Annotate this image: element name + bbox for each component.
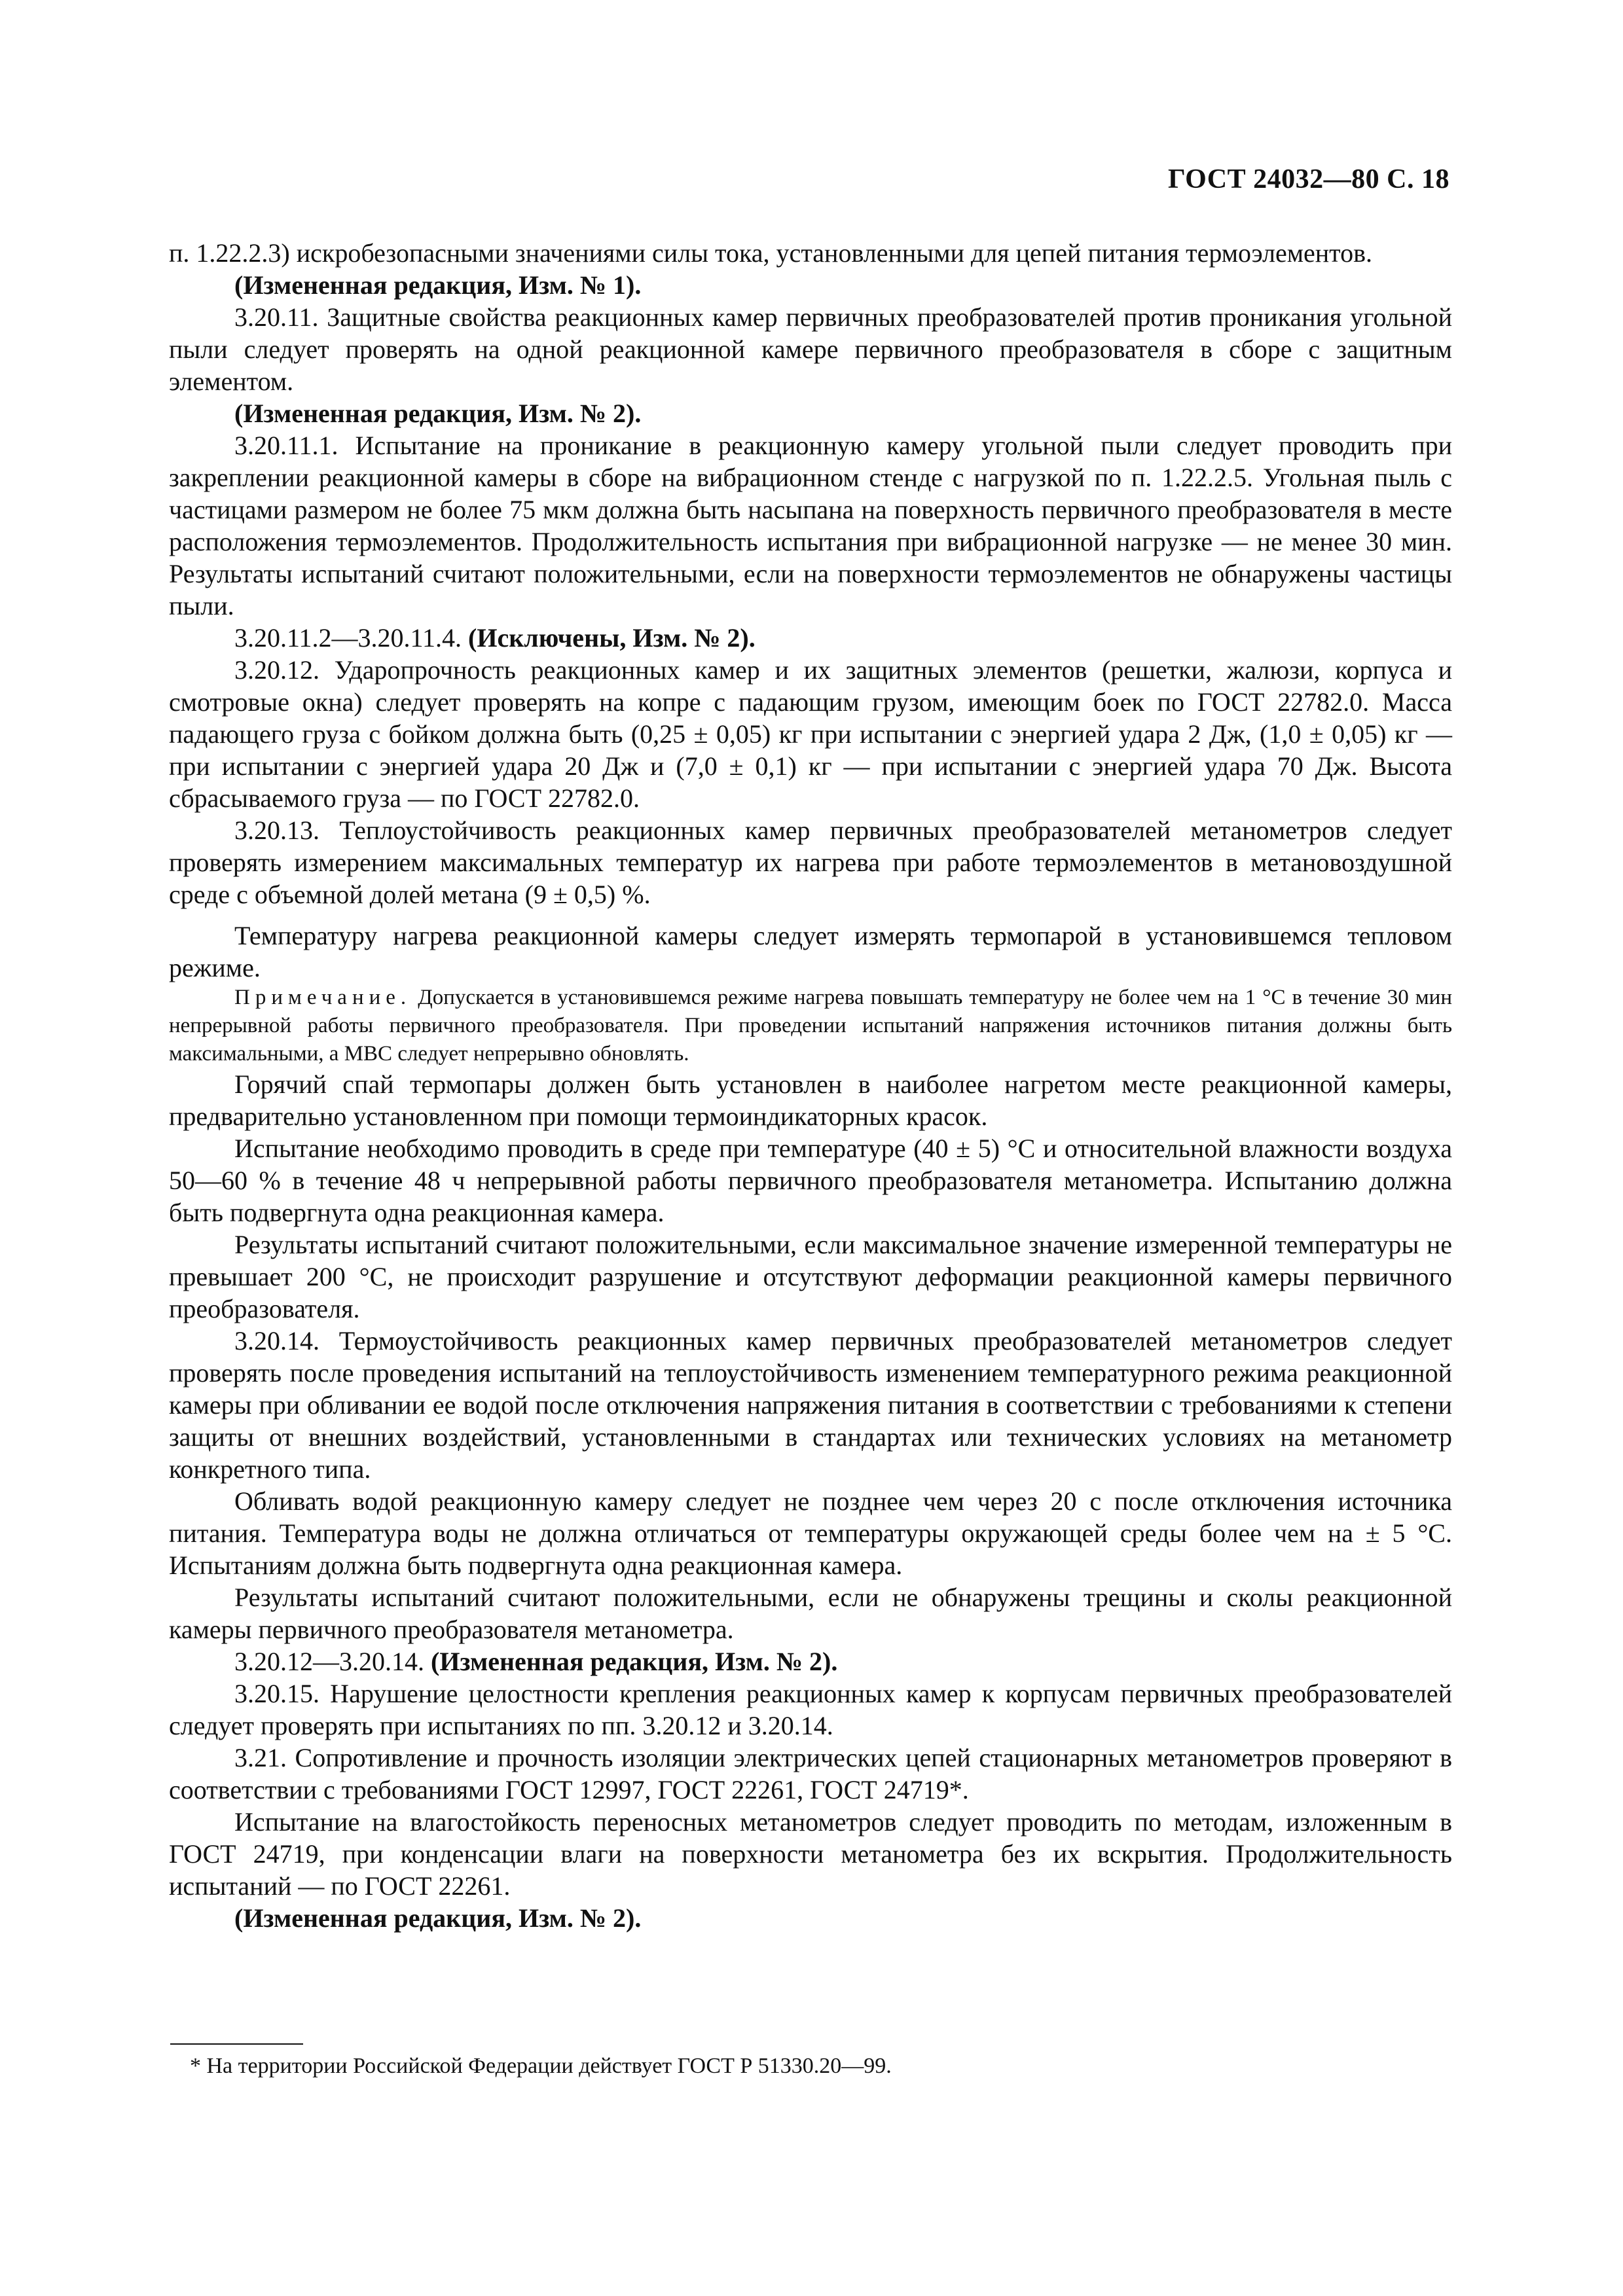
amendment-note: (Измененная редакция, Изм. № 2).: [234, 1903, 642, 1933]
paragraph: 3.20.12. Ударопрочность реакционных камер и их защитных элементов (решетки, жалюзи, корпуса и смотровые окна) следует проверять на копре с падающим грузом, имеющим боек по ГОСТ 22782.0. Масса падающего груза с бойком должна быть (0,25 ± 0,05) кг при испытании с энергией удара 2 Дж, (1,0 ± 0,05) кг — при испытании с энергией удара 20 Дж и (7,0 ± 0,1) кг — при испытании с энергией удара 70 Дж. Высота сбрасываемого груза — по ГОСТ 22782.0.: [169, 655, 1452, 813]
paragraph: 3.20.13. Теплоустойчивость реакционных камер первичных преобразователей метанометров следует проверять измерением максимальных температур их нагрева при работе термоэлементов в метановоздушной среде с объемной долей метана (9 ± 0,5) %.: [169, 816, 1452, 909]
paragraph: Горячий спай термопары должен быть установлен в наиболее нагретом месте реакционной камеры, предварительно установленном при помощи термоиндикаторных красок.: [169, 1069, 1452, 1131]
paragraph: п. 1.22.2.3) искробезопасными значениями силы тока, установленными для цепей питания термоэлементов.: [169, 238, 1373, 268]
paragraph: 3.20.15. Нарушение целостности крепления реакционных камер к корпусам первичных преобразователей следует проверять при испытаниях по пп. 3.20.12 и 3.20.14.: [169, 1679, 1452, 1740]
paragraph: Испытание необходимо проводить в среде при температуре (40 ± 5) °С и относительной влажности воздуха 50—60 % в течение 48 ч непрерывной работы первичного преобразователя метанометра. Испытанию должна быть подвергнута одна реакционная камера.: [169, 1134, 1452, 1227]
paragraph: Результаты испытаний считают положительными, если не обнаружены трещины и сколы реакционной камеры первичного преобразователя метанометра.: [169, 1583, 1452, 1644]
paragraph-amendment: 3.20.12—3.20.14. (Измененная редакция, Изм. № 2).: [234, 1647, 838, 1676]
page-header: ГОСТ 24032—80 С. 18: [1167, 164, 1450, 194]
footnote-divider: [170, 2043, 303, 2045]
paragraph: Результаты испытаний считают положительными, если максимальное значение измеренной температуры не превышает 200 °С, не происходит разрушение и отсутствуют деформации реакционной камеры первичного преобразователя.: [169, 1230, 1452, 1323]
note-block: [169, 984, 1452, 1068]
paragraph: 3.20.11.1. Испытание на проникание в реакционную камеру угольной пыли следует проводить при закреплении реакционной камеры в сборе на вибрационном стенде с нагрузкой по п. 1.22.2.5. Угольная пыль с частицами размером не более 75 мкм должна быть насыпана на поверхность первичного преобразователя в месте расположения термоэлементов. Продолжительность испытания при вибрационной нагрузке — не менее 30 мин. Результаты испытаний считают положительными, если на поверхности термоэлементов не обнаружены частицы пыли.: [169, 431, 1452, 620]
paragraph: Обливать водой реакционную камеру следует не позднее чем через 20 с после отключения источника питания. Температура воды не должна отличаться от температуры окружающей среды более чем на ± 5 °С. Испытаниям должна быть подвергнута одна реакционная камера.: [169, 1486, 1452, 1580]
paragraph: Испытание на влагостойкость переносных метанометров следует проводить по методам, изложенным в ГОСТ 24719, при конденсации влаги на поверхности метанометра без их вскрытия. Продолжительность испытаний — по ГОСТ 22261.: [169, 1807, 1452, 1901]
amendment-note: (Измененная редакция, Изм. № 2).: [234, 399, 642, 428]
amendment-note: (Измененная редакция, Изм. № 1).: [234, 270, 642, 300]
paragraph-excluded: 3.20.11.2—3.20.11.4. (Исключены, Изм. № 2).: [234, 623, 756, 653]
paragraph: 3.20.11. Защитные свойства реакционных камер первичных преобразователей против проникания угольной пыли следует проверять на одной реакционной камере первичного преобразователя в сборе с защитным элементом.: [169, 302, 1452, 396]
paragraph: Температуру нагрева реакционной камеры следует измерять термопарой в установившемся тепловом режиме.: [169, 921, 1452, 982]
note-label: Примечание.: [234, 986, 412, 1009]
note-text: Допускается в установившемся режиме нагрева повышать температуру не более чем на 1 °С в течение 30 мин непрерывной работы первичного преобразователя. При проведении испытаний напряжения источников питания должны быть максимальными, а МВС следует непрерывно обновлять.: [169, 986, 1452, 1066]
paragraph: 3.21. Сопротивление и прочность изоляции электрических цепей стационарных метанометров проверяют в соответствии с требованиями ГОСТ 12997, ГОСТ 22261, ГОСТ 24719*.: [169, 1743, 1452, 1804]
document-body: [169, 237, 1452, 1934]
paragraph: 3.20.14. Термоустойчивость реакционных камер первичных преобразователей метанометров следует проверять после проведения испытаний на теплоустойчивость изменением температурного режима реакционной камеры при обливании ее водой после отключения напряжения питания в соответствии с требованиями к степени защиты от внешних воздействий, установленными в стандартах или технических условиях на метанометр конкретного типа.: [169, 1326, 1452, 1484]
footnote: * На территории Российской Федерации действует ГОСТ Р 51330.20—99.: [190, 2054, 892, 2078]
